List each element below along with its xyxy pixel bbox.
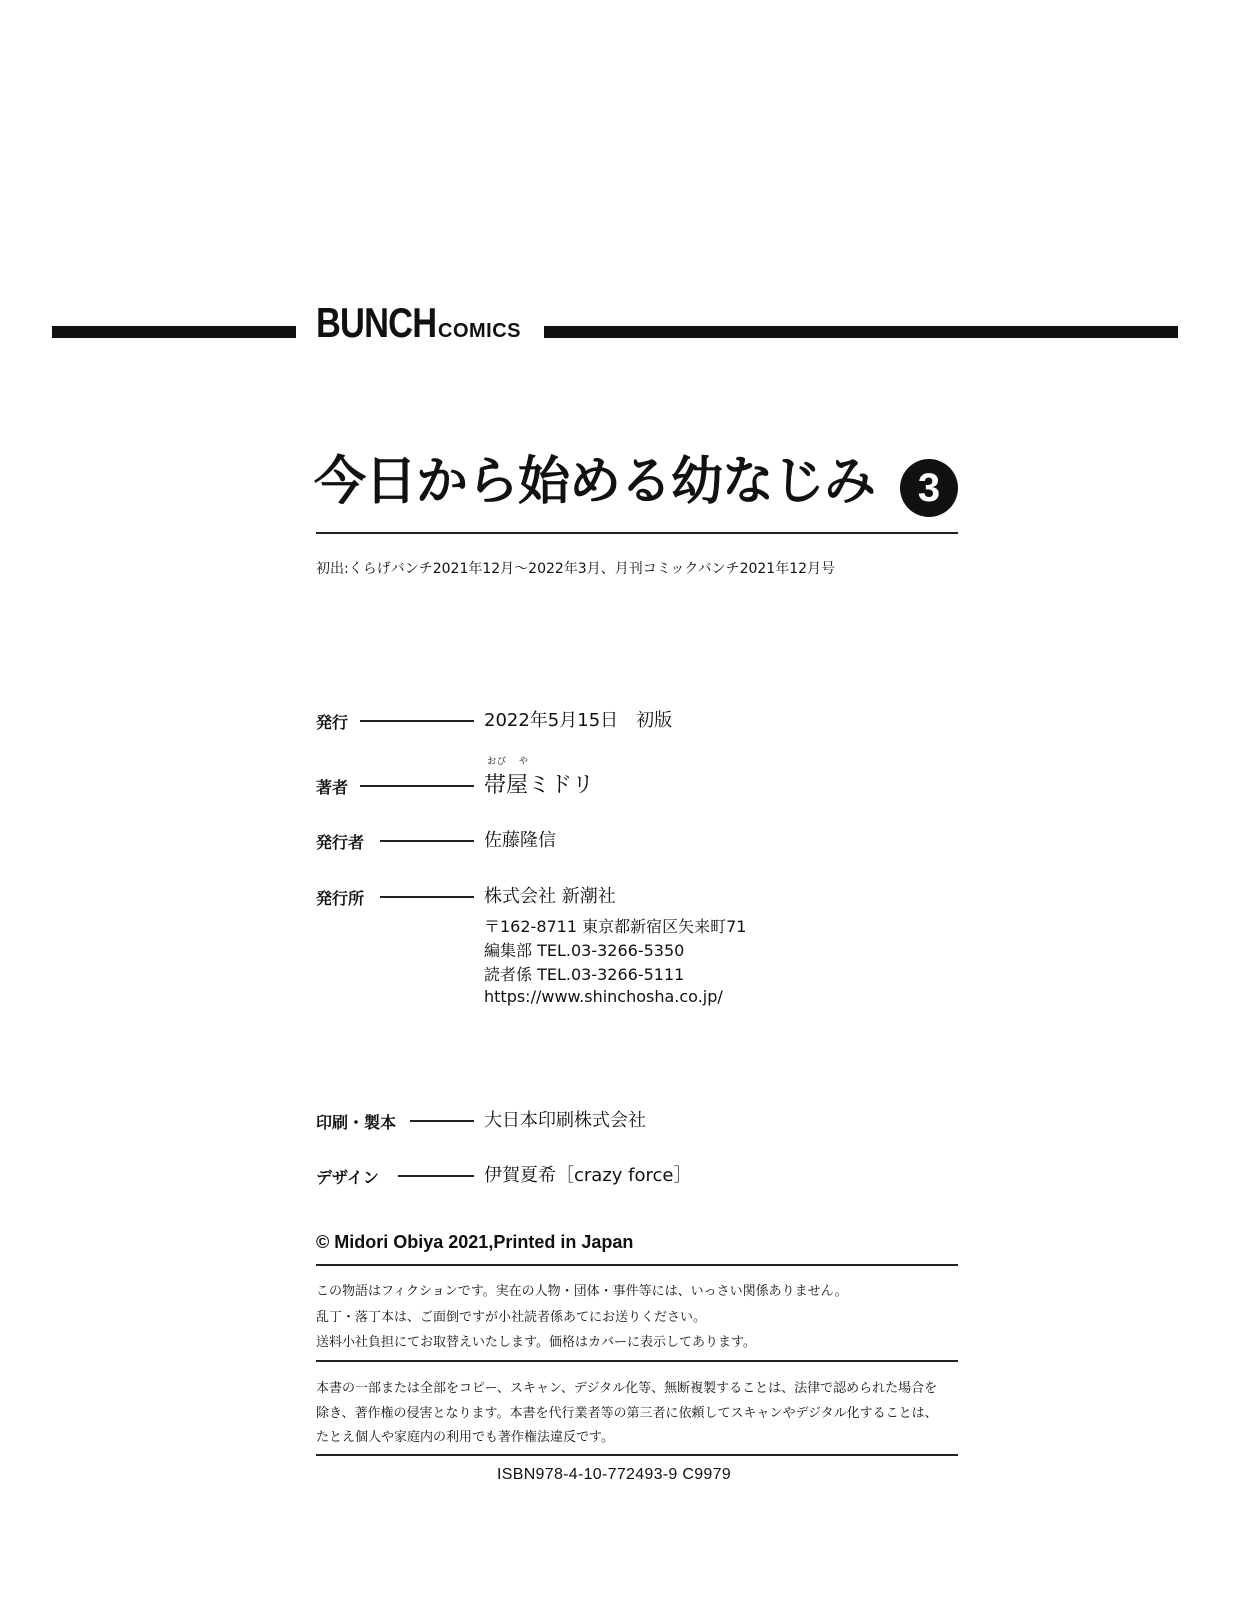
shipping-notice: 送料小社負担にてお取替えいたします。価格はカバーに表示してあります。 — [316, 1335, 756, 1350]
author-ruby-2: や — [519, 757, 530, 767]
author-ruby-1: おび — [487, 757, 508, 767]
printing-dash — [410, 1120, 474, 1122]
printing-value: 大日本印刷株式会社 — [484, 1110, 646, 1131]
brand-logo — [316, 299, 521, 346]
publisher-person-label: 発行者 — [316, 833, 365, 852]
copyright: © Midori Obiya 2021,Printed in Japan — [316, 1232, 634, 1252]
publisher-person-value: 佐藤隆信 — [484, 830, 556, 851]
author-label: 著者 — [316, 778, 349, 797]
design-dash — [398, 1175, 474, 1177]
first-publication: 初出:くらげバンチ2021年12月～2022年3月、月刊コミックバンチ2021年12月号 — [316, 561, 836, 577]
publisher-label: 発行所 — [316, 889, 365, 908]
title-rule — [316, 532, 958, 534]
isbn: ISBN978-4-10-772493-9 C9979 — [497, 1466, 732, 1483]
volume-badge: 3 — [900, 459, 958, 517]
publisher-value: 株式会社 新潮社 — [484, 886, 616, 907]
publisher-person-dash — [380, 840, 474, 842]
legal-line-1: 本書の一部または全部をコピー、スキャン、デジタル化等、無断複製することは、法律で認められた場合を — [316, 1381, 938, 1396]
legal-line-3: たとえ個人や家庭内の利用でも著作権法違反です。 — [316, 1430, 614, 1445]
brand-main: BUNCH — [316, 299, 437, 346]
publisher-url: https://www.shinchosha.co.jp/ — [484, 987, 723, 1006]
notice-rule — [316, 1360, 958, 1362]
printing-label: 印刷・製本 — [316, 1113, 397, 1132]
brand-bar-right — [544, 326, 1178, 338]
copyright-rule — [316, 1264, 958, 1266]
fiction-notice: この物語はフィクションです。実在の人物・団体・事件等には、いっさい関係ありません。 — [316, 1284, 848, 1299]
brand-sub: COMICS — [438, 320, 521, 342]
publisher-dash — [380, 896, 474, 898]
brand-bar-left — [52, 326, 296, 338]
legal-line-2: 除き、著作権の侵害となります。本書を代行業者等の第三者に依頼してスキャンやデジタル化することは、 — [316, 1406, 938, 1421]
defects-notice: 乱丁・落丁本は、ご面倒ですが小社読者係あてにお送りください。 — [316, 1310, 707, 1325]
issue-value: 2022年5月15日 初版 — [484, 710, 673, 731]
issue-label: 発行 — [316, 713, 349, 732]
author-dash — [360, 785, 474, 787]
author-value: 帯屋ミドリ — [484, 773, 595, 798]
design-label: デザイン — [316, 1168, 379, 1187]
issue-dash — [360, 720, 474, 722]
book-title: 今日から始める幼なじみ — [314, 452, 876, 512]
legal-rule — [316, 1454, 958, 1456]
publisher-editorial-tel: 編集部 TEL.03-3266-5350 — [484, 941, 685, 960]
publisher-address: 〒162-8711 東京都新宿区矢来町71 — [484, 917, 747, 936]
publisher-readers-tel: 読者係 TEL.03-3266-5111 — [484, 965, 685, 984]
design-value: 伊賀夏希［crazy force］ — [484, 1165, 692, 1186]
